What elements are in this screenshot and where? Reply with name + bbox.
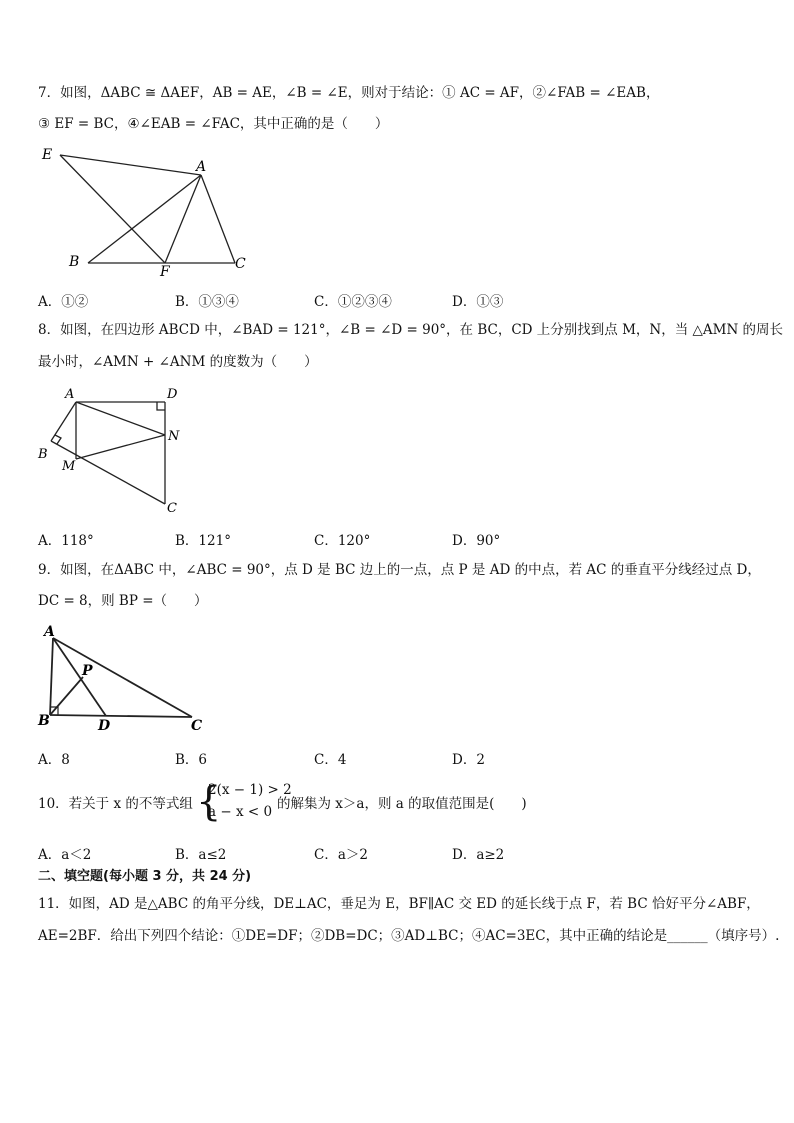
q11-stem-line1: 11．如图，AD 是△ABC 的角平分线，DE⊥AC，垂足为 E，BF∥AC 交 ED 的延长线于点 F，若 BC 恰好平分∠ABF， (38, 896, 760, 912)
q10-inequality-system (196, 779, 292, 828)
q8-figure (34, 384, 194, 518)
q7-label-E: E (42, 147, 53, 163)
q8-label-D: D (167, 387, 178, 402)
section-heading-fill-in: 二、填空题(每小题 3 分，共 24 分) (38, 869, 252, 884)
q10-options (38, 843, 738, 861)
q9-label-A: A (44, 624, 55, 640)
q8-option-a[interactable]: A．118° (38, 533, 94, 549)
q9-figure (36, 622, 208, 734)
q7-stem-line2: ③ EF = BC，④∠EAB = ∠FAC，其中正确的是（ ） (38, 116, 389, 132)
q10-inequality-1: 2(x − 1) > 2 (208, 782, 292, 798)
q10-inequality-2: a − x < 0 (208, 804, 273, 820)
q8-label-C: C (167, 501, 177, 516)
q8-stem-line1: 8．如图，在四边形 ABCD 中，∠BAD = 121°，∠B = ∠D = 90°，在 BC，CD 上分别找到点 M，N，当 △AMN 的周长 (38, 322, 784, 338)
q8-stem-line2: 最小时，∠AMN + ∠ANM 的度数为（ ） (38, 354, 318, 370)
q7-option-a[interactable]: A．①② (38, 294, 89, 310)
q9-label-D: D (98, 718, 111, 734)
q10-stem-suffix: 的解集为 x＞a，则 a 的取值范围是( ) (277, 796, 527, 812)
q10-option-a[interactable]: A．a＜2 (38, 847, 92, 863)
q9-stem-line1: 9．如图，在ΔABC 中，∠ABC = 90°，点 D 是 BC 边上的一点，点 P 是 AD 的中点，若 AC 的垂直平分线经过点 D， (38, 562, 761, 578)
q9-option-b[interactable]: B．6 (175, 752, 208, 768)
q7-stem-line1: 7．如图，ΔABC ≅ ΔAEF，AB = AE，∠B = ∠E，则对于结论：① AC = AF，②∠FAB = ∠EAB， (38, 85, 660, 101)
q8-options (38, 529, 738, 547)
q9-options (38, 748, 738, 766)
q9-label-B: B (38, 713, 50, 729)
q10-stem-prefix: 10．若关于 x 的不等式组 (38, 796, 193, 812)
q8-option-c[interactable]: C．120° (314, 533, 371, 549)
q10-option-b[interactable]: B．a≤2 (175, 847, 227, 863)
q8-label-N: N (168, 429, 180, 444)
q8-option-b[interactable]: B．121° (175, 533, 231, 549)
q7-label-F: F (160, 264, 170, 278)
q7-label-B: B (69, 254, 80, 270)
q7-label-C: C (235, 256, 246, 272)
q10-option-d[interactable]: D．a≥2 (452, 847, 505, 863)
q9-option-d[interactable]: D．2 (452, 752, 485, 768)
q9-label-C: C (191, 718, 203, 734)
q8-option-d[interactable]: D．90° (452, 533, 501, 549)
q8-label-B: B (38, 447, 48, 462)
q9-stem-line2: DC = 8，则 BP =（ ） (38, 593, 208, 609)
q9-option-c[interactable]: C．4 (314, 752, 347, 768)
q10-option-c[interactable]: C．a＞2 (314, 847, 368, 863)
q9-option-a[interactable]: A．8 (38, 752, 70, 768)
q11-stem-line2: AE=2BF．给出下列四个结论：①DE=DF；②DB=DC；③AD⊥BC；④AC=3EC，其中正确的结论是______（填序号）. (38, 928, 780, 944)
q9-label-P: P (82, 663, 93, 679)
q7-option-c[interactable]: C．①②③④ (314, 294, 392, 310)
q8-label-A: A (65, 387, 75, 402)
q8-label-M: M (62, 459, 76, 474)
q7-option-b[interactable]: B．①③④ (175, 294, 239, 310)
q7-options (38, 290, 738, 308)
q7-label-A: A (196, 159, 207, 175)
q7-option-d[interactable]: D．①③ (452, 294, 504, 310)
q7-figure (36, 142, 258, 278)
q10-brace: { (196, 779, 222, 825)
